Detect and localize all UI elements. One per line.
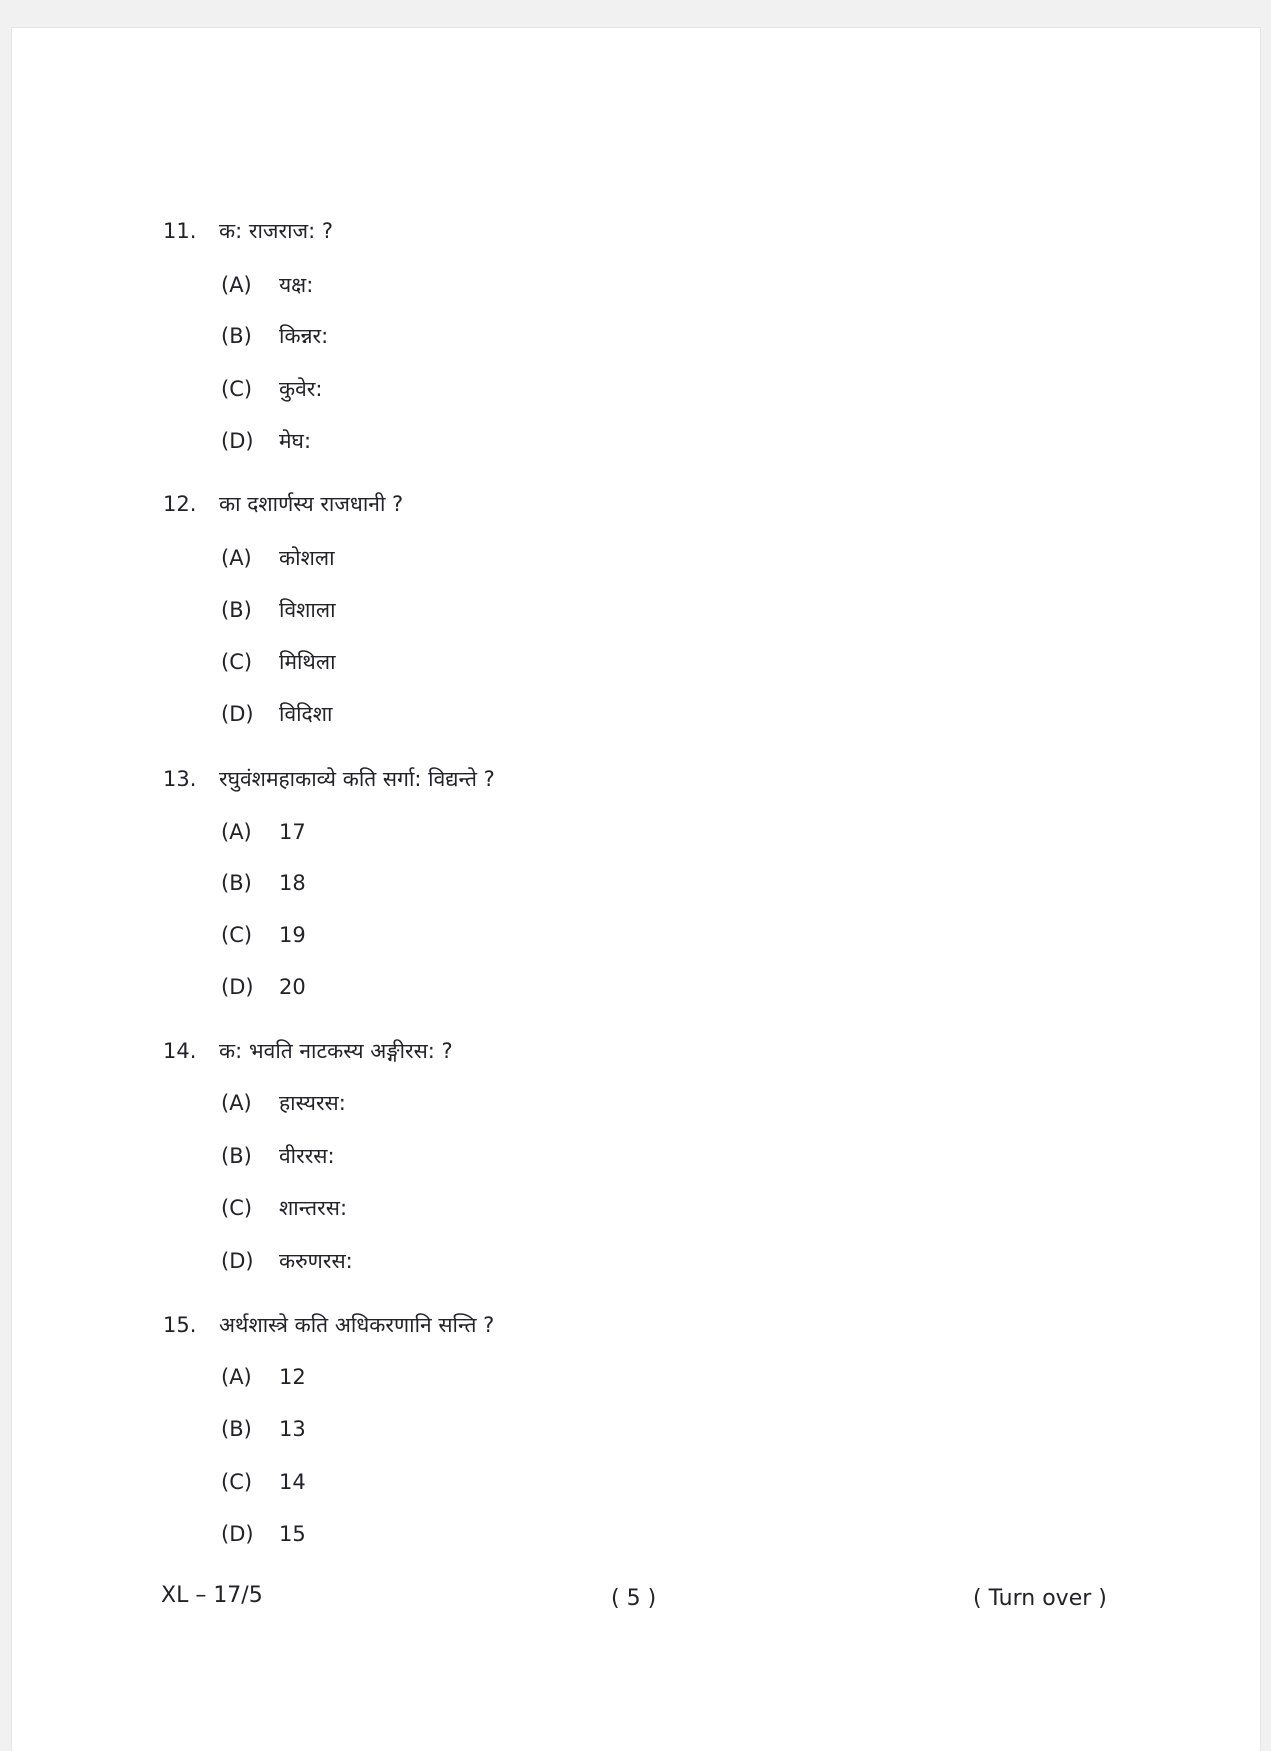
exam-page [12,28,1260,1751]
option-text: 17 [279,820,306,844]
question-number: 11. [163,219,197,243]
question-text: क: भवति नाटकस्य अङ्गीरस: ? [219,1039,453,1063]
option-text: मेघ: [279,429,312,453]
option-label: (D) [221,702,254,726]
option-label: (C) [221,650,253,674]
option-text: यक्ष: [279,273,314,297]
option-label: (C) [221,377,253,401]
question-text: क: राजराज: ? [219,219,333,243]
option-text: किन्नर: [279,324,329,348]
option-text: 14 [279,1470,306,1494]
option-label: (A) [221,1365,252,1389]
page-number: ( 5 ) [611,1586,657,1611]
paper-code: XL – 17/5 [161,1583,263,1608]
option-label: (B) [221,1417,252,1441]
option-label: (A) [221,1091,252,1115]
option-text: 19 [279,923,306,947]
question-number: 15. [163,1313,197,1337]
question-number: 13. [163,767,197,791]
question-text: अर्थशास्त्रे कति अधिकरणानि सन्ति ? [219,1313,495,1337]
question-text: का दशार्णस्य राजधानी ? [219,492,404,516]
option-label: (A) [221,273,252,297]
turn-over-note: ( Turn over ) [973,1586,1107,1611]
option-text: कुवेर: [279,377,323,401]
option-label: (D) [221,1249,254,1273]
option-label: (C) [221,1196,253,1220]
option-text: शान्तरस: [279,1196,348,1220]
option-label: (D) [221,1522,254,1546]
option-text: 20 [279,975,306,999]
question-number: 12. [163,492,197,516]
question-text: रघुवंशमहाकाव्ये कति सर्गा: विद्यन्ते ? [219,767,495,791]
option-label: (B) [221,598,252,622]
option-text: विदिशा [279,702,333,726]
option-label: (B) [221,871,252,895]
option-label: (D) [221,975,254,999]
option-text: कोशला [279,546,335,570]
option-text: करुणरस: [279,1249,353,1273]
option-text: 15 [279,1522,306,1546]
option-label: (B) [221,1144,252,1168]
option-text: विशाला [279,598,336,622]
option-text: हास्यरस: [279,1091,346,1115]
option-text: वीररस: [279,1144,335,1168]
option-label: (A) [221,820,252,844]
option-label: (B) [221,324,252,348]
option-text: 13 [279,1417,306,1441]
option-label: (C) [221,923,253,947]
question-number: 14. [163,1039,197,1063]
option-text: 12 [279,1365,306,1389]
option-label: (C) [221,1470,253,1494]
option-text: 18 [279,871,306,895]
option-label: (D) [221,429,254,453]
option-label: (A) [221,546,252,570]
option-text: मिथिला [279,650,336,674]
